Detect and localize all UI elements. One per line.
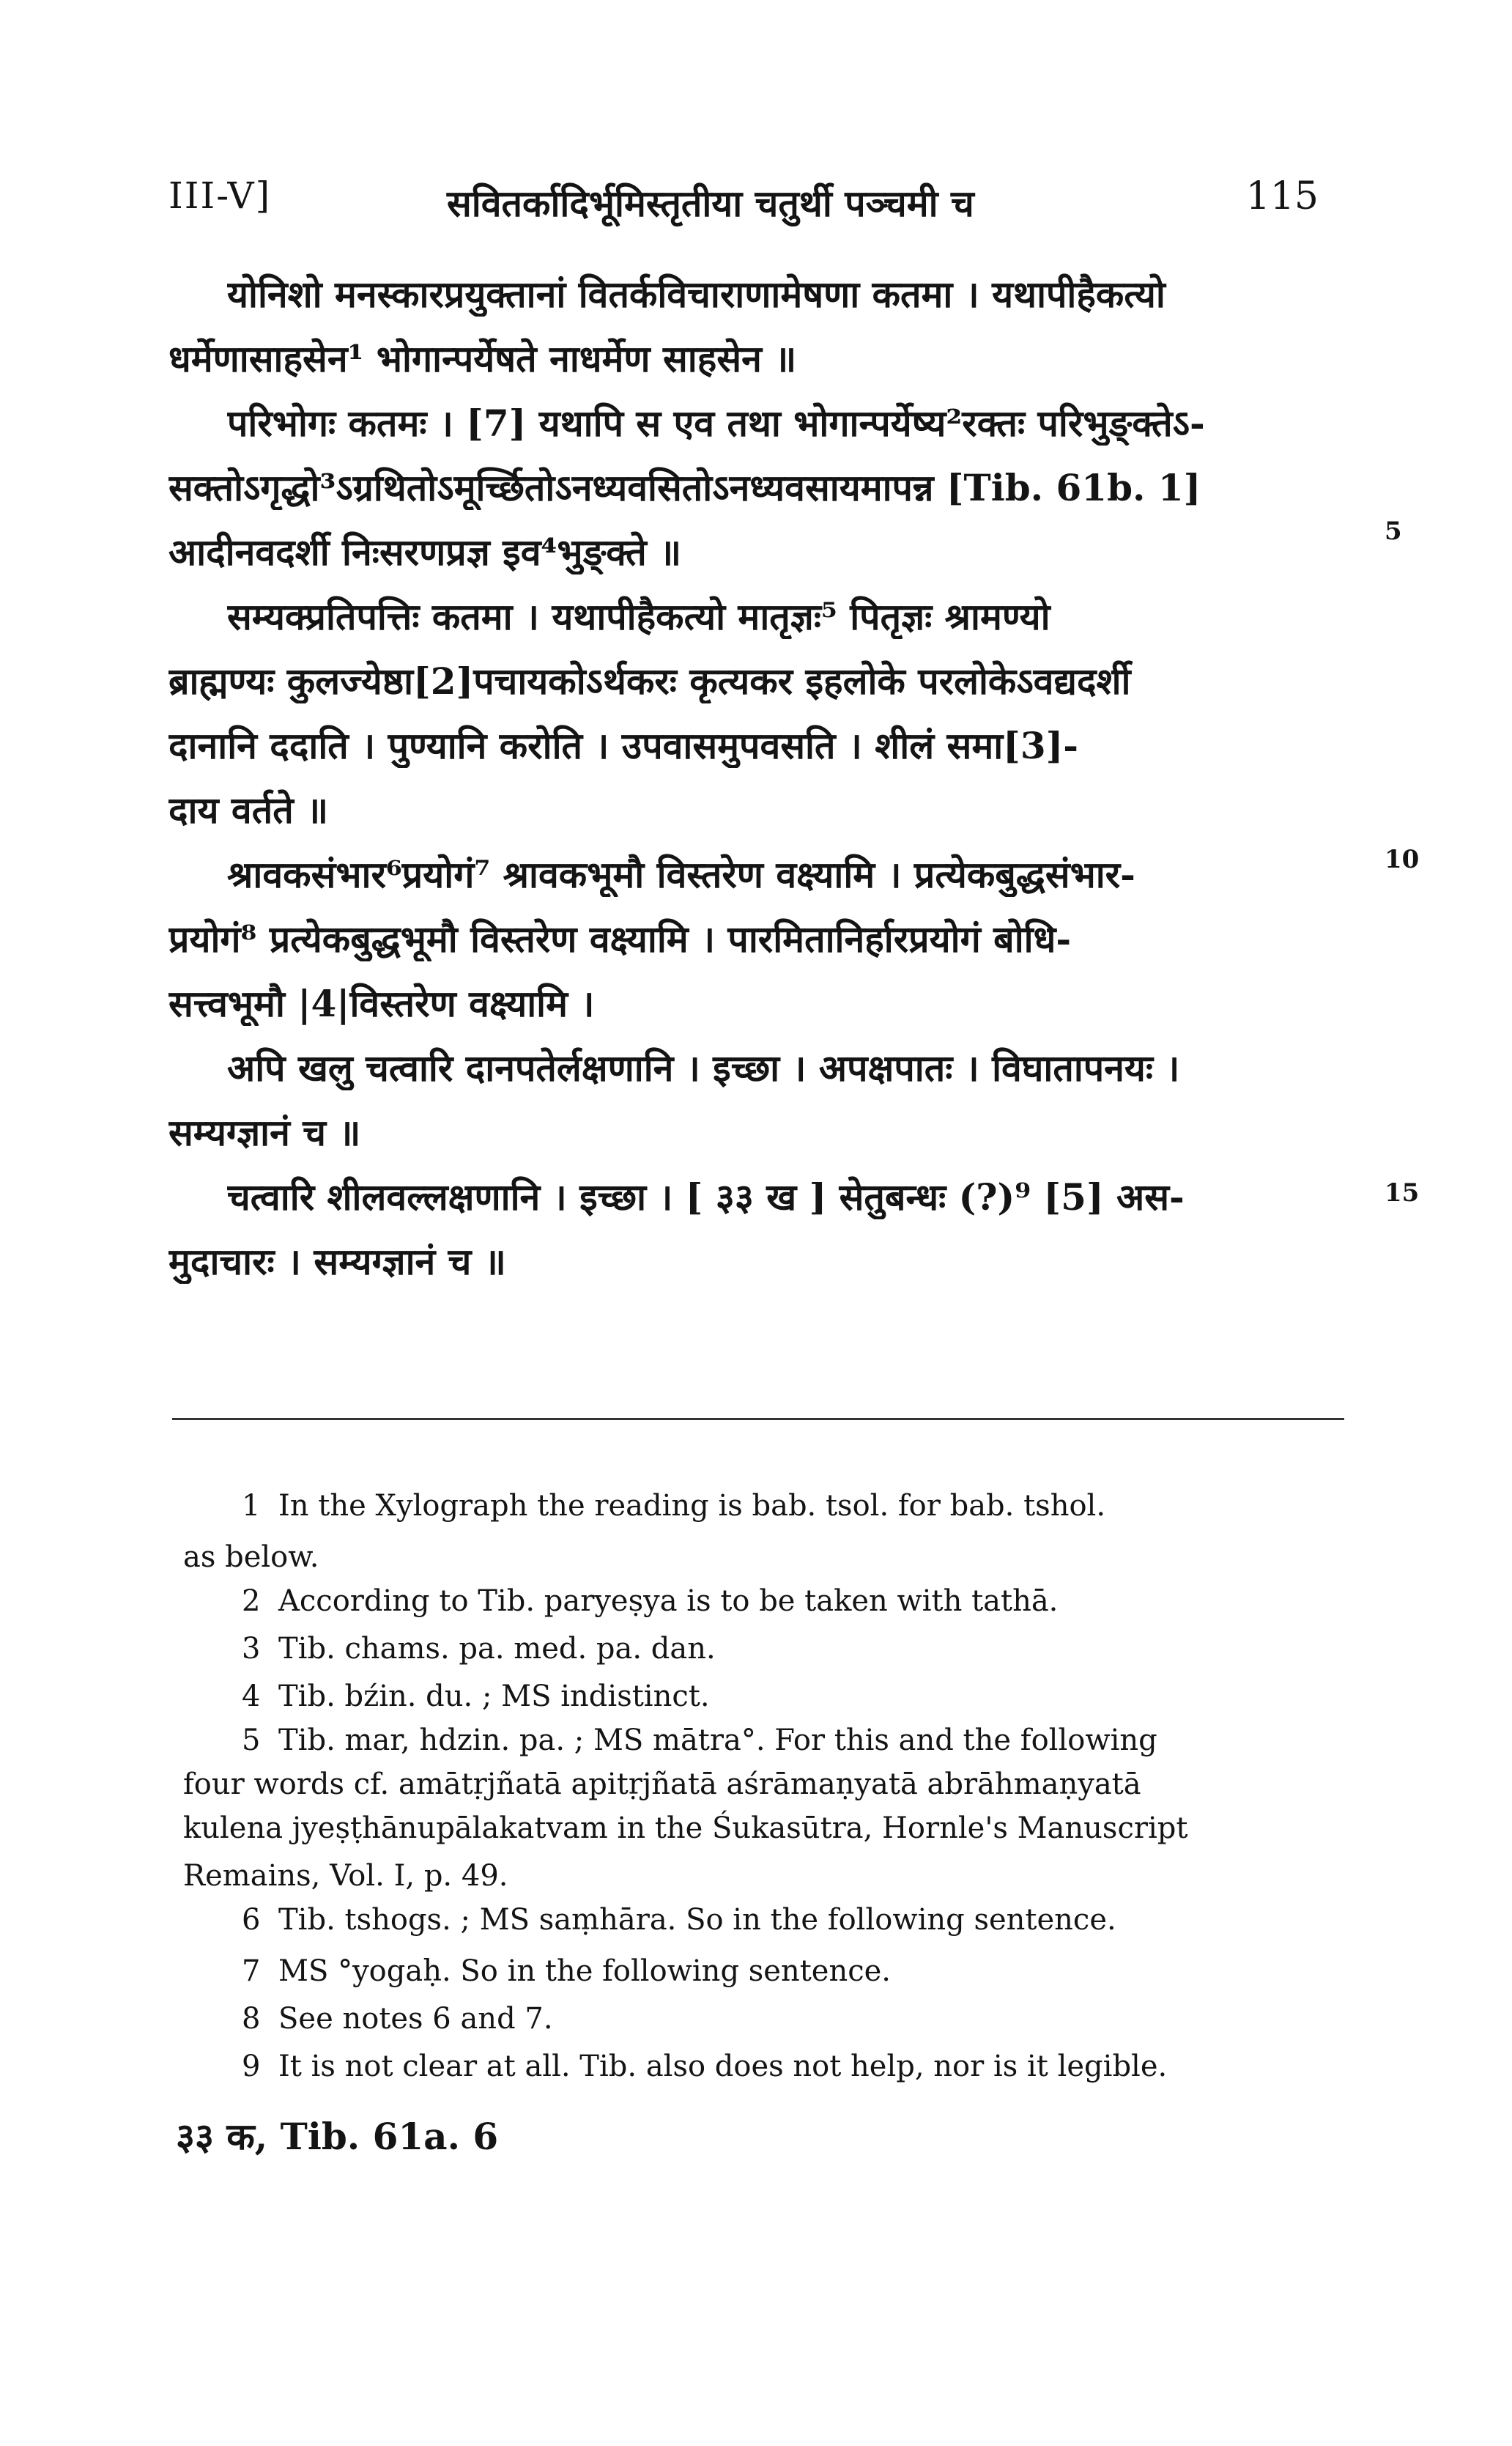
text-line: आदीनवदर्शी निःसरणप्रज्ञ इव⁴भुङ्क्ते ॥: [168, 531, 682, 574]
footnote-text: See notes 6 and 7.: [278, 2002, 553, 2036]
running-title: सवितर्कादिर्भूमिस्तृतीया चतुर्थी पञ्चमी च: [447, 182, 974, 225]
text-line: प्रयोगं⁸ प्रत्येकबुद्धभूमौ विस्तरेण वक्ष्यामि । पारमितानिर्हारप्रयोगं बोधि-: [168, 917, 1072, 961]
footnote-number: 8: [242, 2002, 261, 2036]
footnote-text: It is not clear at all. Tib. also does not help, nor is it legible.: [278, 2050, 1168, 2083]
footnote: [183, 1810, 1348, 1847]
footnote: [242, 2000, 1348, 2037]
footnote-separator: [172, 1418, 1344, 1420]
footnote-text: as below.: [183, 1540, 319, 1574]
footnote: [242, 2048, 1348, 2085]
page-number: 115: [1245, 174, 1319, 218]
footnote: [183, 1539, 1348, 1575]
footnote: [242, 1488, 1348, 1524]
footnote-text: Tib. chams. pa. med. pa. dan.: [278, 1632, 716, 1666]
footnote-text: Tib. tshogs. ; MS saṃhāra. So in the following sentence.: [278, 1903, 1116, 1937]
footnote-text: In the Xylograph the reading is bab. tsol. for bab. tshol.: [278, 1489, 1106, 1523]
section-label: III-V]: [168, 174, 272, 217]
footnote-number: 7: [242, 1954, 261, 1988]
line-number: 10: [1385, 845, 1420, 874]
footnote-text: According to Tib. paryeṣya is to be taken with tathā.: [278, 1584, 1059, 1618]
footnote: [183, 1858, 1348, 1894]
footnote: [183, 1766, 1348, 1803]
footnote-number: 3: [242, 1632, 261, 1666]
footnote-number: 9: [242, 2050, 261, 2083]
footnote: [242, 1902, 1348, 1938]
footnote-number: 4: [242, 1680, 261, 1713]
text-line: सम्यक्प्रतिपत्तिः कतमा । यथापीहैकत्यो मातृज्ञः⁵ पितृज्ञः श्रामण्यो: [227, 595, 1050, 638]
text-line: मुदाचारः । सम्यग्ज्ञानं च ॥: [168, 1240, 506, 1283]
footnote-text: Tib. bźin. du. ; MS indistinct.: [278, 1680, 710, 1713]
text-line: सम्यग्ज्ञानं च ॥: [168, 1111, 361, 1154]
footnote-text: four words cf. amātṛjñatā apitṛjñatā aśrāmaṇyatā abrāhmaṇyatā: [183, 1767, 1141, 1801]
footnote: [242, 1722, 1348, 1759]
footnote: [242, 1678, 1348, 1715]
text-line: सक्तोऽगृद्धो³ऽग्रथितोऽमूर्च्छितोऽनध्यवसितोऽनध्यवसायमापन्न [Tib. 61b. 1]: [168, 466, 1201, 509]
text-line: धर्मेणासाहसेन¹ भोगान्पर्येषते नाधर्मेण साहसेन ॥: [168, 337, 797, 380]
footnote: [242, 1953, 1348, 1989]
footnote: [242, 1583, 1348, 1619]
footnote-number: 1: [242, 1489, 261, 1523]
text-line: अपि खलु चत्वारि दानपतेर्लक्षणानि । इच्छा । अपक्षपातः । विघातापनयः ।: [227, 1046, 1180, 1090]
line-number: 5: [1385, 517, 1402, 546]
footnote-text: Remains, Vol. I, p. 49.: [183, 1859, 508, 1893]
text-line: परिभोगः कतमः । [7] यथापि स एव तथा भोगान्पर्येष्य²रक्तः परिभुङ्क्तेऽ-: [227, 402, 1205, 445]
folio-reference: ३३ क, Tib. 61a. 6: [176, 2115, 499, 2158]
text-line: सत्त्वभूमौ |4|विस्तरेण वक्ष्यामि ।: [168, 982, 595, 1025]
footnote-text: MS °yogaḥ. So in the following sentence.: [278, 1954, 892, 1988]
text-line: योनिशो मनस्कारप्रयुक्तानां वितर्कविचाराणामेषणा कतमा । यथापीहैकत्यो: [227, 273, 1166, 316]
footnote-text: kulena jyeṣṭhānupālakatvam in the Śukasūtra, Hornle's Manuscript: [183, 1811, 1188, 1845]
text-line: श्रावकसंभार⁶प्रयोगं⁷ श्रावकभूमौ विस्तरेण वक्ष्यामि । प्रत्येकबुद्धसंभार-: [227, 853, 1135, 896]
footnote-number: 5: [242, 1723, 261, 1757]
text-line: दानानि ददाति । पुण्यानि करोति । उपवासमुपवसति । शीलं समा[3]-: [168, 724, 1079, 767]
text-line: ब्राह्मण्यः कुलज्येष्ठा[2]पचायकोऽर्थकरः कृत्यकर इहलोके परलोकेऽवद्यदर्शी: [168, 659, 1131, 703]
text-line: चत्वारि शीलवल्लक्षणानि । इच्छा । [ ३३ ख ] सेतुबन्धः (?)⁹ [5] अस-: [227, 1175, 1185, 1219]
footnote-number: 2: [242, 1584, 261, 1618]
page-header: [168, 174, 1319, 233]
footnote-number: 6: [242, 1903, 261, 1937]
text-line: दाय वर्तते ॥: [168, 788, 329, 832]
footnote-text: Tib. mar, hdzin. pa. ; MS mātra°. For this and the following: [278, 1723, 1157, 1757]
footnote: [242, 1630, 1348, 1667]
line-number: 15: [1385, 1178, 1420, 1208]
